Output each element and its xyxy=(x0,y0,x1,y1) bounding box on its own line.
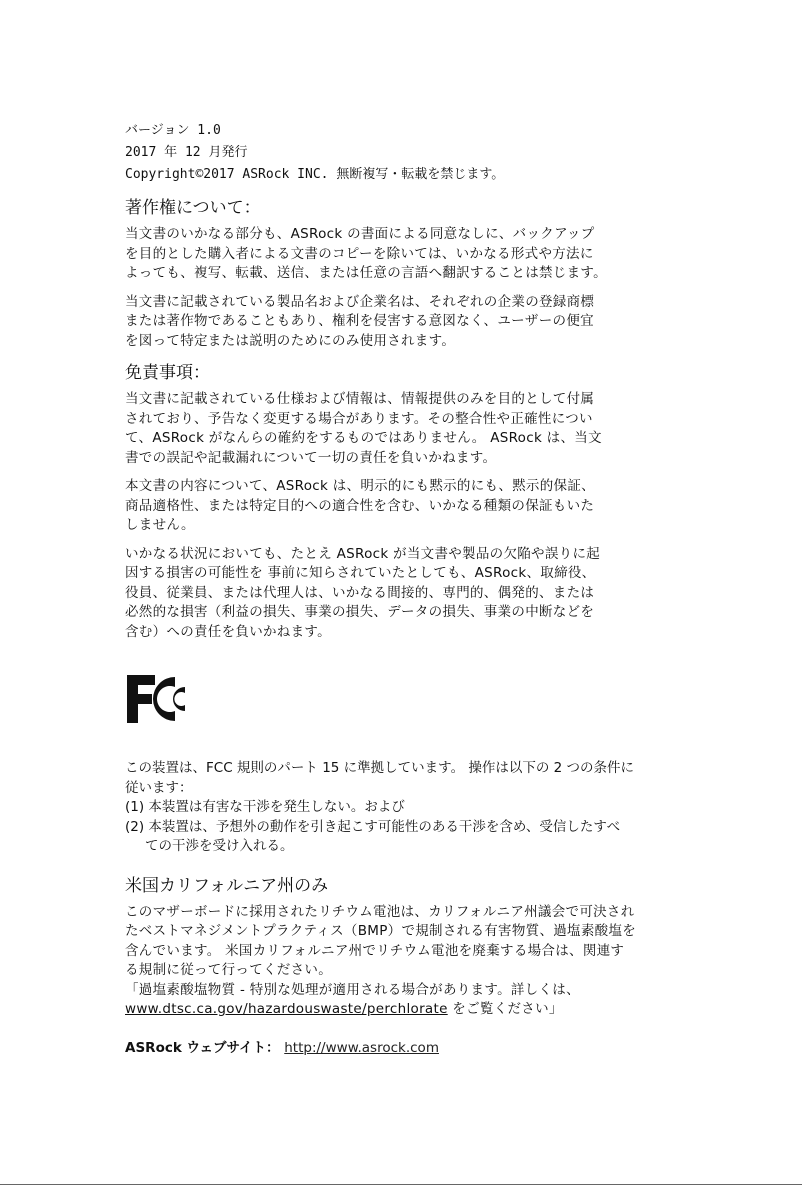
disclaimer-paragraph-3: いかなる状況においても、たとえ ASRock が当文書や製品の欠陥や誤りに起 因する損害の可能性を 事前に知らされていたとしても、ASRock、取締役、 役員、従業員、または代理人は、いかなる間接的、専門的、偶発的、または 必然的な損害（利益の損失、事業の損失、データの損失、事業の中断などを 含む）への責任を負いかねます。 xyxy=(125,545,601,640)
document-page xyxy=(25,120,725,1056)
website-line xyxy=(125,1036,725,1056)
disclaimer-heading: 免責事項： xyxy=(125,363,210,383)
disclaimer-paragraph-1: 当文書に記載されている仕様および情報は、情報提供のみを目的として付属 されており、予告なく変更する場合があります。その整合性や正確性につい て、ASRock がなんらの確約をするものではありません。 ASRock は、当文 書での誤記や記載漏れについて一切の責任を負いかねます。 xyxy=(125,391,602,466)
website-link[interactable]: http://www.asrock.com xyxy=(284,1039,439,1056)
document-meta xyxy=(125,120,725,186)
copyright-notice: Copyright©2017 ASRock INC. 無断複写・転載を禁じます。 xyxy=(125,167,505,182)
fcc-logo-c-outer xyxy=(153,677,175,721)
dtsc-link[interactable]: www.dtsc.ca.gov/hazardouswaste/perchlorate xyxy=(125,1001,448,1017)
website-label: ASRock ウェブサイト： xyxy=(125,1039,280,1056)
disclaimer-paragraph-2: 本文書の内容について、ASRock は、明示的にも黙示的にも、黙示的保証、 商品適格性、または特定目的への適合性を含む、いかなる種類の保証もいた しません。 xyxy=(125,478,595,533)
fcc-logo xyxy=(25,573,195,725)
fcc-statement: この装置は、FCC 規則のパート 15 に準拠しています。 操作は以下の 2 つの条件に 従います： (1) 本装置は有害な干渉を発生しない。および (2) 本装置は、予想外の動作を引き起こす可能性のある干渉を含め、受信したすべ ての干渉を受け入れる。 xyxy=(125,759,725,857)
fcc-logo-f-shape xyxy=(127,675,155,723)
copyright-paragraph-2: 当文書に記載されている製品名および企業名は、それぞれの企業の登録商標 または著作物であることもあり、権利を侵害する意図なく、ユーザーの便宜 を図って特定または説明のためにのみ使用されます。 xyxy=(125,293,595,349)
fcc-condition-2: (2) 本装置は、予想外の動作を引き起こす可能性のある干渉を含め、受信したすべ xyxy=(125,818,621,835)
california-heading: 米国カリフォルニア州のみ xyxy=(125,875,329,896)
fcc-logo-c-inner xyxy=(173,687,185,711)
issue-date: 2017 年 12 月発行 xyxy=(125,145,248,160)
copyright-paragraph-1: 当文書のいかなる部分も、ASRock の書面による同意なしに、バックアップ を目的とした購入者による文書のコピーを除いては、いかなる形式や方法に よっても、複写、転載、送信、または任意の言語へ翻訳することは禁じます。 xyxy=(125,226,607,281)
california-paragraph: このマザーボードに採用されたリチウム電池は、カリフォルニア州議会で可決され たベストマネジメントプラクティス（BMP）で規制される有害物質、過塩素酸塩を 含んでいます。 米国カリフォルニア州でリチウム電池を廃棄する場合は、関連す る規制に従って行ってください。 「過塩素酸塩物質 - 特別な処理が適用される場合があります。詳しくは、 www.dtsc.ca.gov/hazardouswaste/perchlorate をご覧ください」 xyxy=(125,903,637,1017)
fcc-condition-2-cont: ての干渉を受け入れる。 xyxy=(145,838,294,854)
fcc-condition-1: (1) 本装置は有害な干渉を発生しない。および xyxy=(125,799,405,815)
copyright-heading: 著作権について： xyxy=(125,198,261,218)
version-text: バージョン 1.0 xyxy=(125,123,221,138)
fcc-logo-text: FC xyxy=(25,573,27,574)
